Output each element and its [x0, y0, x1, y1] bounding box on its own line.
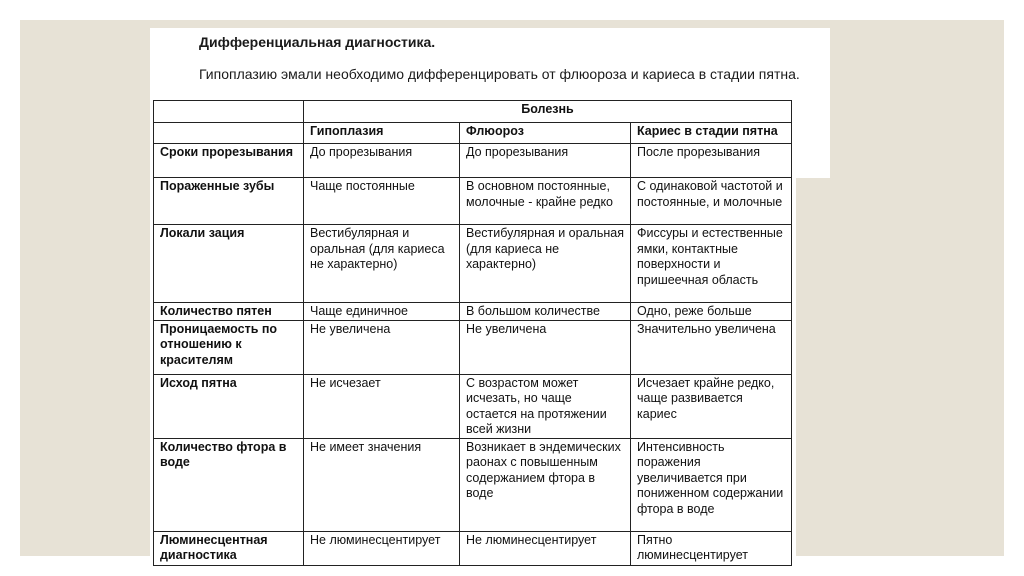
table-cell: Фиссуры и естественные ямки, контактные поверхности и пришеечная область: [631, 225, 792, 303]
row-label: Количество фтора в воде: [154, 438, 304, 531]
table-cell: Чаще постоянные: [304, 178, 460, 225]
row-label: Люминесцентная диагностика: [154, 531, 304, 565]
table-cell: До прорезывания: [304, 144, 460, 178]
table-cell: Не люминесцентирует: [460, 531, 631, 565]
table-row: [154, 178, 792, 225]
table-corner-cell: [154, 101, 304, 123]
table-row: [154, 144, 792, 178]
table-cell: Возникает в эндемических раонах с повышенным содержанием фтора в воде: [460, 438, 631, 531]
table-cell: Пятно люминесцентирует: [631, 531, 792, 565]
table-cell: С одинаковой частотой и постоянные, и молочные: [631, 178, 792, 225]
table-cell: В основном постоянные, молочные - крайне редко: [460, 178, 631, 225]
table-row: [154, 303, 792, 321]
row-label: Локали зация: [154, 225, 304, 303]
table-cell: Исчезает крайне редко, чаще развивается кариес: [631, 374, 792, 438]
table-cell: После прорезывания: [631, 144, 792, 178]
column-header: Флюороз: [460, 123, 631, 144]
table-cell: Одно, реже больше: [631, 303, 792, 321]
table-cell: Интенсивность поражения увеличивается при пониженном содержании фтора в воде: [631, 438, 792, 531]
table-row: [154, 438, 792, 531]
column-header: Кариес в стадии пятна: [631, 123, 792, 144]
row-label: Пораженные зубы: [154, 178, 304, 225]
table-cell: Вестибулярная и оральная (для кариеса не характерно): [460, 225, 631, 303]
table-row: [154, 320, 792, 374]
table-cell: Вестибулярная и оральная (для кариеса не характерно): [304, 225, 460, 303]
document-title: Дифференциальная диагностика.: [199, 34, 436, 50]
row-label: Исход пятна: [154, 374, 304, 438]
group-header: Болезнь: [304, 101, 792, 123]
row-label: Сроки прорезывания: [154, 144, 304, 178]
row-label: Количество пятен: [154, 303, 304, 321]
table-cell: Не люминесцентирует: [304, 531, 460, 565]
table-container: [150, 100, 796, 576]
table-group-header-row: [154, 101, 792, 123]
table-row: [154, 225, 792, 303]
table-cell: В большом количестве: [460, 303, 631, 321]
table-cell: Значительно увеличена: [631, 320, 792, 374]
column-header: Гипоплазия: [304, 123, 460, 144]
table-cell: Не исчезает: [304, 374, 460, 438]
table-cell: До прорезывания: [460, 144, 631, 178]
table-cell: С возрастом может исчезать, но чаще остается на протяжении всей жизни: [460, 374, 631, 438]
table-row: [154, 374, 792, 438]
table-header-row: [154, 123, 792, 144]
table-cell: Не имеет значения: [304, 438, 460, 531]
table-cell: Чаще единичное: [304, 303, 460, 321]
table-cell: Не увеличена: [460, 320, 631, 374]
diagnosis-table: [153, 100, 792, 566]
document-intro: Гипоплазию эмали необходимо дифференцировать от флюороза и кариеса в стадии пятна.: [199, 66, 800, 82]
table-cell: Не увеличена: [304, 320, 460, 374]
table-corner-cell: [154, 123, 304, 144]
table-row: [154, 531, 792, 565]
row-label: Проницаемость по отношению к красителям: [154, 320, 304, 374]
